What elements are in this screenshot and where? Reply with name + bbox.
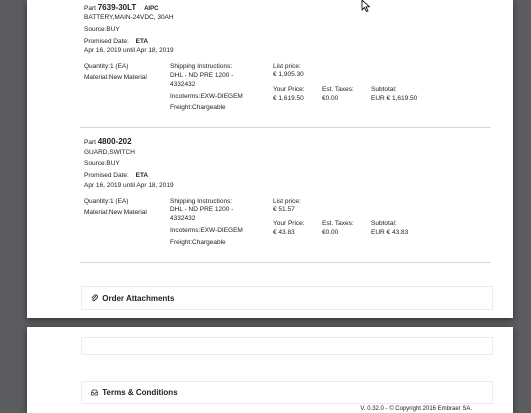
version-copyright: V. 0.32.0 - © Copyright 2016 Embraer SA.	[360, 406, 472, 412]
shipping-line: DHL - ND PRE 1200 -	[170, 206, 234, 213]
promised-value: ETA	[135, 38, 149, 45]
your-price: € 43.83	[273, 229, 295, 236]
part-number: 7639-30LT	[97, 3, 137, 12]
part-prefix: Part	[84, 5, 96, 12]
shipping-line: 4332432	[170, 81, 196, 88]
material: Material:New Material	[84, 209, 147, 216]
part-source: Source:BUY	[84, 26, 120, 33]
subtotal-label: Subtotal:	[371, 86, 397, 93]
date-range: Apr 16, 2019 until Apr 18, 2019	[84, 47, 174, 54]
promised-date: Promised Date: ETA	[84, 172, 149, 179]
list-price-label: List price:	[273, 198, 301, 205]
part-tag: AIPC	[144, 6, 159, 12]
quantity: Quantity:1 (EA)	[84, 63, 129, 70]
incoterms: Incoterms:EXW-DIEGEM	[170, 227, 243, 234]
promised-value: ETA	[135, 172, 149, 179]
shipping-label: Shipping Instructions:	[170, 63, 233, 70]
list-price: € 51.57	[273, 206, 295, 213]
part-heading	[84, 137, 132, 146]
your-price-label: Your Price:	[273, 220, 305, 227]
your-price: € 1,619.50	[273, 95, 304, 102]
part-description: GUARD,SWITCH	[84, 149, 135, 156]
order-detail-page-2	[27, 327, 513, 413]
taxes-label: Est. Taxes:	[322, 220, 354, 227]
date-range: Apr 16, 2019 until Apr 18, 2019	[84, 182, 174, 189]
incoterms: Incoterms:EXW-DIEGEM	[170, 93, 243, 100]
order-attachments-header[interactable]	[91, 294, 174, 304]
mouse-pointer-icon	[361, 0, 374, 14]
promised-date: Promised Date: ETA	[84, 38, 149, 45]
terms-conditions-header[interactable]	[91, 388, 178, 398]
part-heading	[84, 3, 158, 12]
order-attachments-panel[interactable]	[81, 286, 493, 310]
part-source: Source:BUY	[84, 160, 120, 167]
terms-conditions-title: Terms & Conditions	[102, 388, 178, 397]
order-attachments-title: Order Attachments	[102, 294, 175, 303]
your-price-label: Your Price:	[273, 86, 305, 93]
quantity: Quantity:1 (EA)	[84, 198, 129, 205]
paperclip-icon	[91, 294, 98, 304]
item-divider	[80, 127, 491, 128]
terms-conditions-panel[interactable]	[81, 381, 493, 404]
subtotal-label: Subtotal:	[371, 220, 397, 227]
order-detail-page	[27, 0, 513, 318]
shipping-line: 4332432	[170, 215, 196, 222]
list-price: € 1,905.30	[273, 71, 304, 78]
part-number: 4800-202	[97, 137, 132, 146]
item-divider	[80, 262, 491, 263]
inbox-icon	[91, 389, 98, 398]
taxes: €0.00	[322, 229, 339, 236]
attachments-content-panel	[81, 337, 493, 355]
part-description: BATTERY,MAIN-24VDC, 30AH	[84, 14, 174, 21]
freight: Freight:Chargeable	[170, 104, 226, 111]
freight: Freight:Chargeable	[170, 239, 226, 246]
material: Material:New Material	[84, 74, 147, 81]
taxes-label: Est. Taxes:	[322, 86, 354, 93]
subtotal: EUR € 1,619.50	[371, 95, 418, 102]
subtotal: EUR € 43.83	[371, 229, 409, 236]
shipping-line: DHL - ND PRE 1200 -	[170, 72, 234, 79]
list-price-label: List price:	[273, 63, 301, 70]
shipping-label: Shipping Instructions:	[170, 198, 233, 205]
part-prefix: Part	[84, 139, 96, 146]
taxes: €0.00	[322, 95, 339, 102]
